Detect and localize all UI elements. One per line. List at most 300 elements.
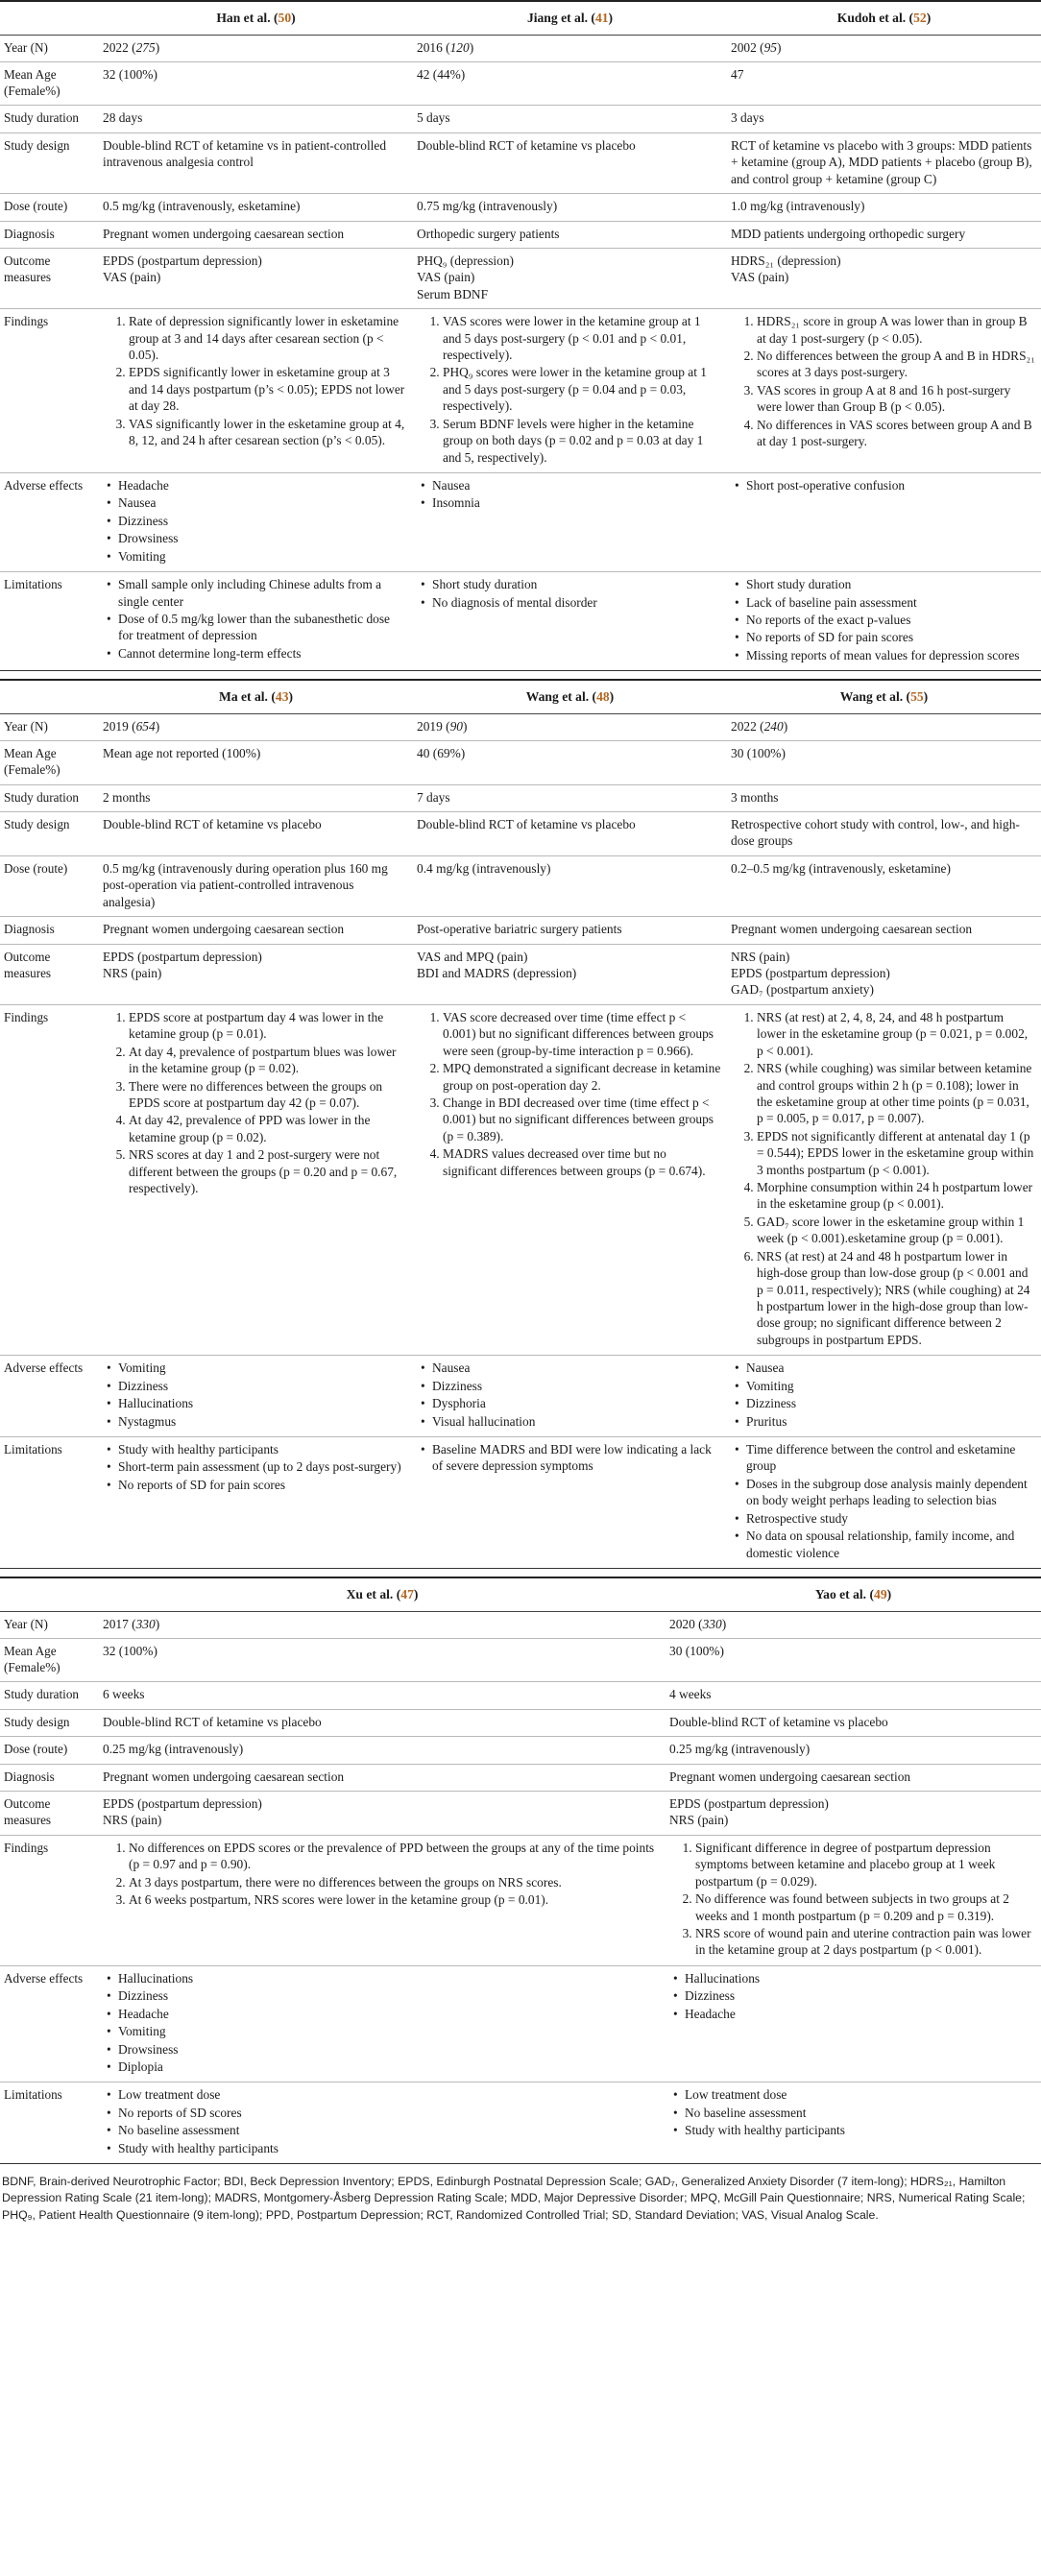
limitation-item: • Retrospective study [746, 1510, 1035, 1527]
row-dose [0, 194, 1041, 221]
row-design [0, 1709, 1041, 1736]
cell-design: Retrospective cohort study with control, low-, and high-dose groups [727, 812, 1041, 856]
cell-diagnosis: MDD patients undergoing orthopedic surgery [727, 221, 1041, 248]
row-dose [0, 1737, 1041, 1764]
cell-dose: 0.5 mg/kg (intravenously, esketamine) [99, 194, 413, 221]
ref-link[interactable]: 47 [400, 1586, 414, 1601]
row-label: Year (N) [0, 1611, 99, 1638]
findings-list [417, 313, 721, 466]
row-adverse [0, 1356, 1041, 1437]
adverse-item: • Short post-operative confusion [746, 477, 1035, 494]
cell-outcomes [727, 248, 1041, 308]
sample-size: 90 [449, 718, 463, 734]
row-outcomes [0, 1792, 1041, 1836]
limitation-item: • Short study duration [746, 576, 1035, 592]
row-label: Limitations [0, 2082, 99, 2164]
finding-item: 3. Change in BDI decreased over time (time effect p < 0.001) but no significant differences between groups (p = 0.389). [443, 1095, 721, 1144]
finding-item: 2. At 3 days postpartum, there were no differences between the groups on NRS scores. [129, 1874, 660, 1890]
findings-list [731, 1009, 1035, 1348]
row-findings [0, 1835, 1041, 1965]
findings-list [417, 1009, 721, 1179]
adverse-item: • Vomiting [118, 548, 407, 565]
limitation-item: • Time difference between the control and esketamine group [746, 1441, 1035, 1475]
study-header: Kudoh et al. (52) [727, 1, 1041, 35]
finding-item: 5. NRS scores at day 1 and 2 post-surgery were not different between the groups (p = 0.20 and p = 0.67, respectively). [129, 1146, 407, 1196]
cell-limitations [99, 2082, 666, 2164]
header-blank [0, 1, 99, 35]
adverse-item: • Hallucinations [118, 1395, 407, 1411]
outcome-measure: BDI and MADRS (depression) [417, 966, 577, 980]
cell-year: 2017 (330) [99, 1611, 666, 1638]
cell-year: 2019 (654) [99, 713, 413, 740]
finding-item: 6. NRS (at rest) at 24 and 48 h postpartum lower in high-dose group than low-dose group (p < 0.001 and p = 0.011, respectively); NRS (while coughing) at 24 h postpartum lower in the high-dose group than low-dose group; no significant difference between 2 subgroups in postpartum EPDS. [757, 1248, 1035, 1349]
row-label: Study design [0, 1709, 99, 1736]
cell-findings [727, 1004, 1041, 1355]
adverse-item: • Drowsiness [118, 2041, 660, 2058]
finding-item: 1. VAS score decreased over time (time effect p < 0.001) but no significant differences between groups were seen (group-by-time interaction p = 0.966). [443, 1009, 721, 1059]
limitation-item: • Doses in the subgroup dose analysis mainly dependent on body weight perhaps leading to selection bias [746, 1476, 1035, 1509]
cell-limitations [727, 572, 1041, 671]
cell-findings [413, 1004, 727, 1355]
cell-design: Double-blind RCT of ketamine vs placebo [413, 132, 727, 193]
outcome-measure: VAS (pain) [731, 270, 789, 285]
outcome-measure: NRS (pain) [103, 1813, 162, 1828]
cell-diagnosis: Post-operative bariatric surgery patients [413, 917, 727, 944]
author-name: Han et al. [216, 11, 271, 25]
adverse-item: • Hallucinations [118, 1970, 660, 1986]
adverse-item: • Headache [685, 2006, 1035, 2022]
cell-design: Double-blind RCT of ketamine vs placebo [666, 1709, 1041, 1736]
year: 2022 [731, 718, 757, 734]
finding-item: 4. Morphine consumption within 24 h postpartum lower in the esketamine group (p < 0.001). [757, 1179, 1035, 1213]
row-findings [0, 1004, 1041, 1355]
cell-design: RCT of ketamine vs placebo with 3 groups: MDD patients + ketamine (group A), MDD patients + placebo (group B), and control group + ketamine (group C) [727, 132, 1041, 193]
limitation-item: • No reports of SD for pain scores [746, 629, 1035, 645]
outcome-measure: VAS and MPQ (pain) [417, 949, 528, 964]
year: 2016 [417, 39, 443, 55]
outcome-measure: Serum BDNF [417, 286, 489, 301]
row-label: Dose (route) [0, 1737, 99, 1764]
cell-age: 32 (100%) [99, 1639, 666, 1682]
limitations-list [103, 576, 407, 662]
finding-item: 2. PHQ₉ scores were lower in the ketamine group at 1 and 5 days post-surgery (p = 0.04 and p = 0.03, respectively). [443, 364, 721, 414]
adverse-list [103, 1970, 660, 2076]
row-year [0, 1611, 1041, 1638]
cell-diagnosis: Pregnant women undergoing caesarean section [99, 221, 413, 248]
findings-list [731, 313, 1035, 449]
row-label: Diagnosis [0, 917, 99, 944]
adverse-item: • Dizziness [432, 1378, 721, 1394]
cell-duration: 4 weeks [666, 1682, 1041, 1709]
cell-year: 2016 (120) [413, 35, 727, 61]
cell-diagnosis: Pregnant women undergoing caesarean section [99, 1764, 666, 1791]
limitation-item: • No reports of SD scores [118, 2105, 660, 2121]
sample-size: 240 [763, 718, 784, 734]
author-name: Wang et al. [839, 689, 904, 705]
sample-size: 120 [449, 39, 470, 55]
ref-link[interactable]: 43 [275, 689, 289, 705]
finding-item: 3. VAS significantly lower in the esketamine group at 4, 8, 12, and 24 h after cesarean section (p’s < 0.05). [129, 416, 407, 449]
limitation-item: • Small sample only including Chinese adults from a single center [118, 576, 407, 610]
cell-age: Mean age not reported (100%) [99, 741, 413, 784]
cell-duration: 3 months [727, 784, 1041, 811]
limitation-item: • Study with healthy participants [118, 2140, 660, 2156]
finding-item: 4. No differences in VAS scores between group A and B at day 1 post-surgery. [757, 417, 1035, 450]
finding-item: 2. MPQ demonstrated a significant decrease in ketamine group on post-operation day 2. [443, 1060, 721, 1094]
row-duration [0, 1682, 1041, 1709]
outcome-measure: EPDS (postpartum depression) [103, 949, 262, 964]
adverse-list [417, 477, 721, 512]
cell-dose: 1.0 mg/kg (intravenously) [727, 194, 1041, 221]
row-limitations [0, 2082, 1041, 2164]
ref-link[interactable]: 48 [596, 689, 610, 705]
abbreviations-footnote: BDNF, Brain-derived Neurotrophic Factor; BDI, Beck Depression Inventory; EPDS, Edinburgh Postnatal Depression Scale; GAD₇, Generalized Anxiety Disorder (7 item-long); HDRS₂₁, Hamilton Depression Rating Scale (21 item-long); MADRS, Montgomery-Åsberg Depression Rating Scale; MDD, Major Depressive Disorder; MPQ, McGill Pain Questionnaire; NRS, Numerical Rating Scale; PHQ₉, Patient Health Questionnaire (9 item-long); PPD, Postpartum Depression; RCT, Randomized Controlled Trial; SD, Standard Deviation; VAS, Visual Analog Scale. [2, 2175, 1026, 2222]
outcome-measure: PHQ₉ (depression) [417, 253, 514, 268]
cell-duration: 7 days [413, 784, 727, 811]
cell-limitations [413, 572, 727, 671]
finding-item: 1. HDRS₂₁ score in group A was lower than in group B at day 1 post-surgery (p < 0.05). [757, 313, 1035, 347]
cell-age: 30 (100%) [666, 1639, 1041, 1682]
cell-dose: 0.25 mg/kg (intravenously) [666, 1737, 1041, 1764]
cell-adverse [666, 1965, 1041, 2082]
cell-adverse [99, 1356, 413, 1437]
row-label: Study design [0, 132, 99, 193]
finding-item: 1. VAS scores were lower in the ketamine group at 1 and 5 days post-surgery (p < 0.01 and p < 0.01, respectively). [443, 313, 721, 363]
year: 2022 [103, 39, 129, 55]
limitation-item: • Cannot determine long-term effects [118, 645, 407, 662]
sample-size: 275 [135, 39, 156, 55]
author-name: Wang et al. [525, 689, 590, 705]
adverse-item: • Drowsiness [118, 530, 407, 546]
cell-dose: 0.5 mg/kg (intravenously during operation plus 160 mg post-operation via patient-controlled intravenous analgesia) [99, 855, 413, 916]
finding-item: 2. No differences between the group A and B in HDRS₂₁ scores at 3 days post-surgery. [757, 348, 1035, 381]
row-label: Study design [0, 812, 99, 856]
row-label: Dose (route) [0, 855, 99, 916]
adverse-item: • Visual hallucination [432, 1413, 721, 1430]
finding-item: 1. Rate of depression significantly lower in esketamine group at 3 and 14 days after cesarean section (p < 0.05). [129, 313, 407, 363]
row-limitations [0, 1436, 1041, 1568]
cell-design: Double-blind RCT of ketamine vs placebo [413, 812, 727, 856]
row-label: Mean Age (Female%) [0, 741, 99, 784]
cell-adverse [99, 1965, 666, 2082]
row-duration [0, 106, 1041, 132]
study-header: Jiang et al. (41) [413, 1, 727, 35]
ref-link[interactable]: 55 [910, 689, 924, 705]
sample-size: 330 [135, 1616, 156, 1631]
outcome-measure: NRS (pain) [669, 1813, 729, 1828]
row-adverse [0, 473, 1041, 572]
row-label: Limitations [0, 572, 99, 671]
row-findings [0, 309, 1041, 473]
cell-outcomes [99, 248, 413, 308]
row-label: Mean Age (Female%) [0, 62, 99, 106]
outcome-measure: HDRS₂₁ (depression) [731, 253, 841, 268]
cell-design: Double-blind RCT of ketamine vs placebo [99, 812, 413, 856]
limitations-list [669, 2086, 1035, 2138]
sample-size: 330 [702, 1616, 722, 1631]
cell-diagnosis: Pregnant women undergoing caesarean section [727, 917, 1041, 944]
row-label: Findings [0, 1835, 99, 1965]
outcome-measure: NRS (pain) [103, 966, 162, 980]
row-label: Adverse effects [0, 473, 99, 572]
header-row [0, 680, 1041, 713]
ref-link[interactable]: 50 [278, 11, 292, 25]
adverse-list [669, 1970, 1035, 2022]
row-diagnosis [0, 1764, 1041, 1791]
limitation-item: • Low treatment dose [685, 2086, 1035, 2103]
adverse-item: • Headache [118, 2006, 660, 2022]
cell-dose: 0.2–0.5 mg/kg (intravenously, esketamine) [727, 855, 1041, 916]
cell-duration: 28 days [99, 106, 413, 132]
finding-item: 4. At day 42, prevalence of PPD was lower in the ketamine group (p = 0.02). [129, 1112, 407, 1145]
cell-adverse [413, 1356, 727, 1437]
author-name: Kudoh et al. [836, 11, 907, 25]
adverse-list [103, 1360, 407, 1430]
header-blank [0, 1577, 99, 1611]
cell-adverse [727, 1356, 1041, 1437]
findings-list [669, 1840, 1035, 1959]
row-label: Study duration [0, 784, 99, 811]
outcome-measure: NRS (pain) [731, 949, 790, 964]
finding-item: 2. No difference was found between subjects in two groups at 2 weeks and 1 month postpartum (p = 0.209 and p = 0.319). [695, 1890, 1035, 1924]
author-name: Yao et al. [814, 1586, 867, 1601]
cell-outcomes [666, 1792, 1041, 1836]
year: 2019 [417, 718, 443, 734]
adverse-item: • Dizziness [118, 513, 407, 529]
finding-item: 3. Serum BDNF levels were higher in the ketamine group on both days (p = 0.02 and p = 0.03 at day 1 and 5, respectively). [443, 416, 721, 466]
limitation-item: • No diagnosis of mental disorder [432, 594, 721, 611]
adverse-item: • Pruritus [746, 1413, 1035, 1430]
cell-adverse [413, 473, 727, 572]
row-diagnosis [0, 917, 1041, 944]
row-adverse [0, 1965, 1041, 2082]
cell-limitations [666, 2082, 1041, 2164]
limitations-list [417, 1441, 721, 1475]
author-name: Jiang et al. [526, 11, 588, 25]
finding-item: 2. At day 4, prevalence of postpartum blues was lower in the ketamine group (p = 0.02). [129, 1044, 407, 1077]
header-blank [0, 680, 99, 713]
cell-duration: 5 days [413, 106, 727, 132]
cell-year: 2020 (330) [666, 1611, 1041, 1638]
adverse-item: • Dysphoria [432, 1395, 721, 1411]
adverse-item: • Diplopia [118, 2058, 660, 2075]
limitations-list [731, 1441, 1035, 1561]
cell-age: 47 [727, 62, 1041, 106]
finding-item: 1. EPDS score at postpartum day 4 was lower in the ketamine group (p = 0.01). [129, 1009, 407, 1043]
adverse-item: • Insomnia [432, 494, 721, 511]
finding-item: 3. At 6 weeks postpartum, NRS scores were lower in the ketamine group (p = 0.01). [129, 1891, 660, 1908]
ref-link[interactable]: 41 [594, 11, 609, 25]
row-outcomes [0, 248, 1041, 308]
finding-item: 1. Significant difference in degree of postpartum depression symptoms between ketamine and placebo group at 1 week postpartum (p = 0.029). [695, 1840, 1035, 1890]
row-label: Adverse effects [0, 1356, 99, 1437]
adverse-item: • Dizziness [685, 1987, 1035, 2004]
table-section-2 [0, 679, 1041, 1569]
header-row [0, 1577, 1041, 1611]
limitation-item: • Study with healthy participants [118, 1441, 407, 1457]
study-header: Wang et al. (55) [727, 680, 1041, 713]
study-header: Yao et al. (49) [666, 1577, 1041, 1611]
cell-outcomes [413, 248, 727, 308]
ref-link[interactable]: 49 [874, 1586, 887, 1601]
cell-duration: 2 months [99, 784, 413, 811]
row-year [0, 35, 1041, 61]
cell-limitations [99, 1436, 413, 1568]
row-dose [0, 855, 1041, 916]
adverse-item: • Headache [118, 477, 407, 494]
cell-limitations [727, 1436, 1041, 1568]
limitations-list [417, 576, 721, 611]
adverse-list [731, 1360, 1035, 1430]
adverse-item: • Dizziness [746, 1395, 1035, 1411]
study-header: Ma et al. (43) [99, 680, 413, 713]
findings-list [103, 1009, 407, 1197]
limitations-list [103, 1441, 407, 1493]
limitation-item: • Missing reports of mean values for depression scores [746, 647, 1035, 663]
adverse-item: • Dizziness [118, 1378, 407, 1394]
cell-dose: 0.25 mg/kg (intravenously) [99, 1737, 666, 1764]
findings-list [103, 1840, 660, 1909]
adverse-item: • Nausea [118, 494, 407, 511]
limitation-item: • No baseline assessment [118, 2122, 660, 2138]
finding-item: 3. There were no differences between the groups on EPDS score at postpartum day 42 (p = 0.07). [129, 1078, 407, 1112]
adverse-item: • Hallucinations [685, 1970, 1035, 1986]
table-section-3 [0, 1577, 1041, 2164]
limitation-item: • Study with healthy participants [685, 2122, 1035, 2138]
adverse-list [417, 1360, 721, 1430]
cell-findings [727, 309, 1041, 473]
author-name: Xu et al. [346, 1586, 394, 1601]
adverse-item: • Vomiting [118, 1360, 407, 1376]
row-diagnosis [0, 221, 1041, 248]
row-label: Mean Age (Female%) [0, 1639, 99, 1682]
finding-item: 3. EPDS not significantly different at antenatal day 1 (p = 0.544); EPDS lower in the esketamine group within 3 months postpartum (p < 0.001). [757, 1128, 1035, 1178]
row-label: Adverse effects [0, 1965, 99, 2082]
cell-year: 2022 (275) [99, 35, 413, 61]
adverse-item: • Nystagmus [118, 1413, 407, 1430]
row-age [0, 62, 1041, 106]
cell-age: 32 (100%) [99, 62, 413, 106]
adverse-list [103, 477, 407, 565]
adverse-item: • Vomiting [118, 2023, 660, 2039]
outcome-measure: VAS (pain) [103, 270, 161, 285]
cell-dose: 0.4 mg/kg (intravenously) [413, 855, 727, 916]
cell-dose: 0.75 mg/kg (intravenously) [413, 194, 727, 221]
cell-duration: 6 weeks [99, 1682, 666, 1709]
row-label: Outcome measures [0, 248, 99, 308]
cell-findings [99, 309, 413, 473]
year: 2002 [731, 39, 757, 55]
limitation-item: • Short-term pain assessment (up to 2 days post-surgery) [118, 1458, 407, 1475]
row-label: Study duration [0, 1682, 99, 1709]
limitations-list [103, 2086, 660, 2156]
cell-year: 2022 (240) [727, 713, 1041, 740]
cell-adverse [99, 473, 413, 572]
row-age [0, 1639, 1041, 1682]
cell-diagnosis: Orthopedic surgery patients [413, 221, 727, 248]
sample-size: 654 [135, 718, 156, 734]
finding-item: 5. GAD₇ score lower in the esketamine group within 1 week (p < 0.001).esketamine group (p = 0.001). [757, 1214, 1035, 1247]
sample-size: 95 [763, 39, 777, 55]
row-label: Limitations [0, 1436, 99, 1568]
cell-age: 30 (100%) [727, 741, 1041, 784]
outcome-measure: EPDS (postpartum depression) [103, 253, 262, 268]
year: 2017 [103, 1616, 129, 1631]
limitation-item: • Short study duration [432, 576, 721, 592]
finding-item: 4. MADRS values decreased over time but no significant differences between groups (p = 0.674). [443, 1145, 721, 1179]
study-header: Wang et al. (48) [413, 680, 727, 713]
outcome-measure: VAS (pain) [417, 270, 475, 285]
cell-diagnosis: Pregnant women undergoing caesarean section [666, 1764, 1041, 1791]
study-header: Xu et al. (47) [99, 1577, 666, 1611]
finding-item: 2. EPDS significantly lower in esketamine group at 3 and 14 days postpartum (p’s < 0.05); EPDS not lower at day 28. [129, 364, 407, 414]
cell-diagnosis: Pregnant women undergoing caesarean section [99, 917, 413, 944]
cell-outcomes [99, 1792, 666, 1836]
limitation-item: • Lack of baseline pain assessment [746, 594, 1035, 611]
cell-age: 40 (69%) [413, 741, 727, 784]
limitation-item: • Dose of 0.5 mg/kg lower than the subanesthetic dose for treatment of depression [118, 611, 407, 644]
row-label: Diagnosis [0, 1764, 99, 1791]
cell-age: 42 (44%) [413, 62, 727, 106]
row-label: Study duration [0, 106, 99, 132]
findings-list [103, 313, 407, 448]
adverse-item: • Nausea [746, 1360, 1035, 1376]
limitation-item: • No reports of SD for pain scores [118, 1477, 407, 1493]
study-header: Han et al. (50) [99, 1, 413, 35]
row-age [0, 741, 1041, 784]
limitation-item: • No baseline assessment [685, 2105, 1035, 2121]
cell-year: 2002 (95) [727, 35, 1041, 61]
row-limitations [0, 572, 1041, 671]
row-label: Year (N) [0, 35, 99, 61]
adverse-item: • Dizziness [118, 1987, 660, 2004]
header-row [0, 1, 1041, 35]
row-design [0, 812, 1041, 856]
finding-item: 2. NRS (while coughing) was similar between ketamine and control groups within 2 h (p = 0.108); lower in the esketamine group at other time points (p = 0.031, p = 0.005, p = 0.017, p = 0.007). [757, 1060, 1035, 1127]
outcome-measure: EPDS (postpartum depression) [669, 1796, 829, 1812]
row-label: Diagnosis [0, 221, 99, 248]
row-label: Findings [0, 1004, 99, 1355]
row-label: Outcome measures [0, 1792, 99, 1836]
table-section-1 [0, 0, 1041, 671]
row-design [0, 132, 1041, 193]
finding-item: 1. NRS (at rest) at 2, 4, 8, 24, and 48 h postpartum lower in the esketamine group (p = 0.021, p = 0.002, p < 0.001). [757, 1009, 1035, 1059]
cell-limitations [413, 1436, 727, 1568]
adverse-item: • Nausea [432, 1360, 721, 1376]
outcome-measure: EPDS (postpartum depression) [103, 1796, 262, 1812]
limitation-item: • No reports of the exact p-values [746, 612, 1035, 628]
author-name: Ma et al. [218, 689, 268, 705]
year: 2020 [669, 1616, 695, 1631]
finding-item: 1. No differences on EPDS scores or the prevalence of PPD between the groups at any of the time points (p = 0.97 and p = 0.90). [129, 1840, 660, 1873]
limitation-item: • Low treatment dose [118, 2086, 660, 2103]
cell-duration: 3 days [727, 106, 1041, 132]
outcome-measure: EPDS (postpartum depression) [731, 966, 890, 980]
cell-findings [99, 1835, 666, 1965]
limitation-item: • Baseline MADRS and BDI were low indicating a lack of severe depression symptoms [432, 1441, 721, 1475]
cell-design: Double-blind RCT of ketamine vs in patient-controlled intravenous analgesia control [99, 132, 413, 193]
cell-adverse [727, 473, 1041, 572]
row-label: Dose (route) [0, 194, 99, 221]
row-outcomes [0, 944, 1041, 1004]
limitations-list [731, 576, 1035, 663]
adverse-list [731, 477, 1035, 494]
ref-link[interactable]: 52 [913, 11, 927, 25]
finding-item: 3. VAS scores in group A at 8 and 16 h post-surgery were lower than Group B (p < 0.05). [757, 382, 1035, 416]
cell-design: Double-blind RCT of ketamine vs placebo [99, 1709, 666, 1736]
outcome-measure: GAD₇ (postpartum anxiety) [731, 982, 874, 998]
row-label: Findings [0, 309, 99, 473]
